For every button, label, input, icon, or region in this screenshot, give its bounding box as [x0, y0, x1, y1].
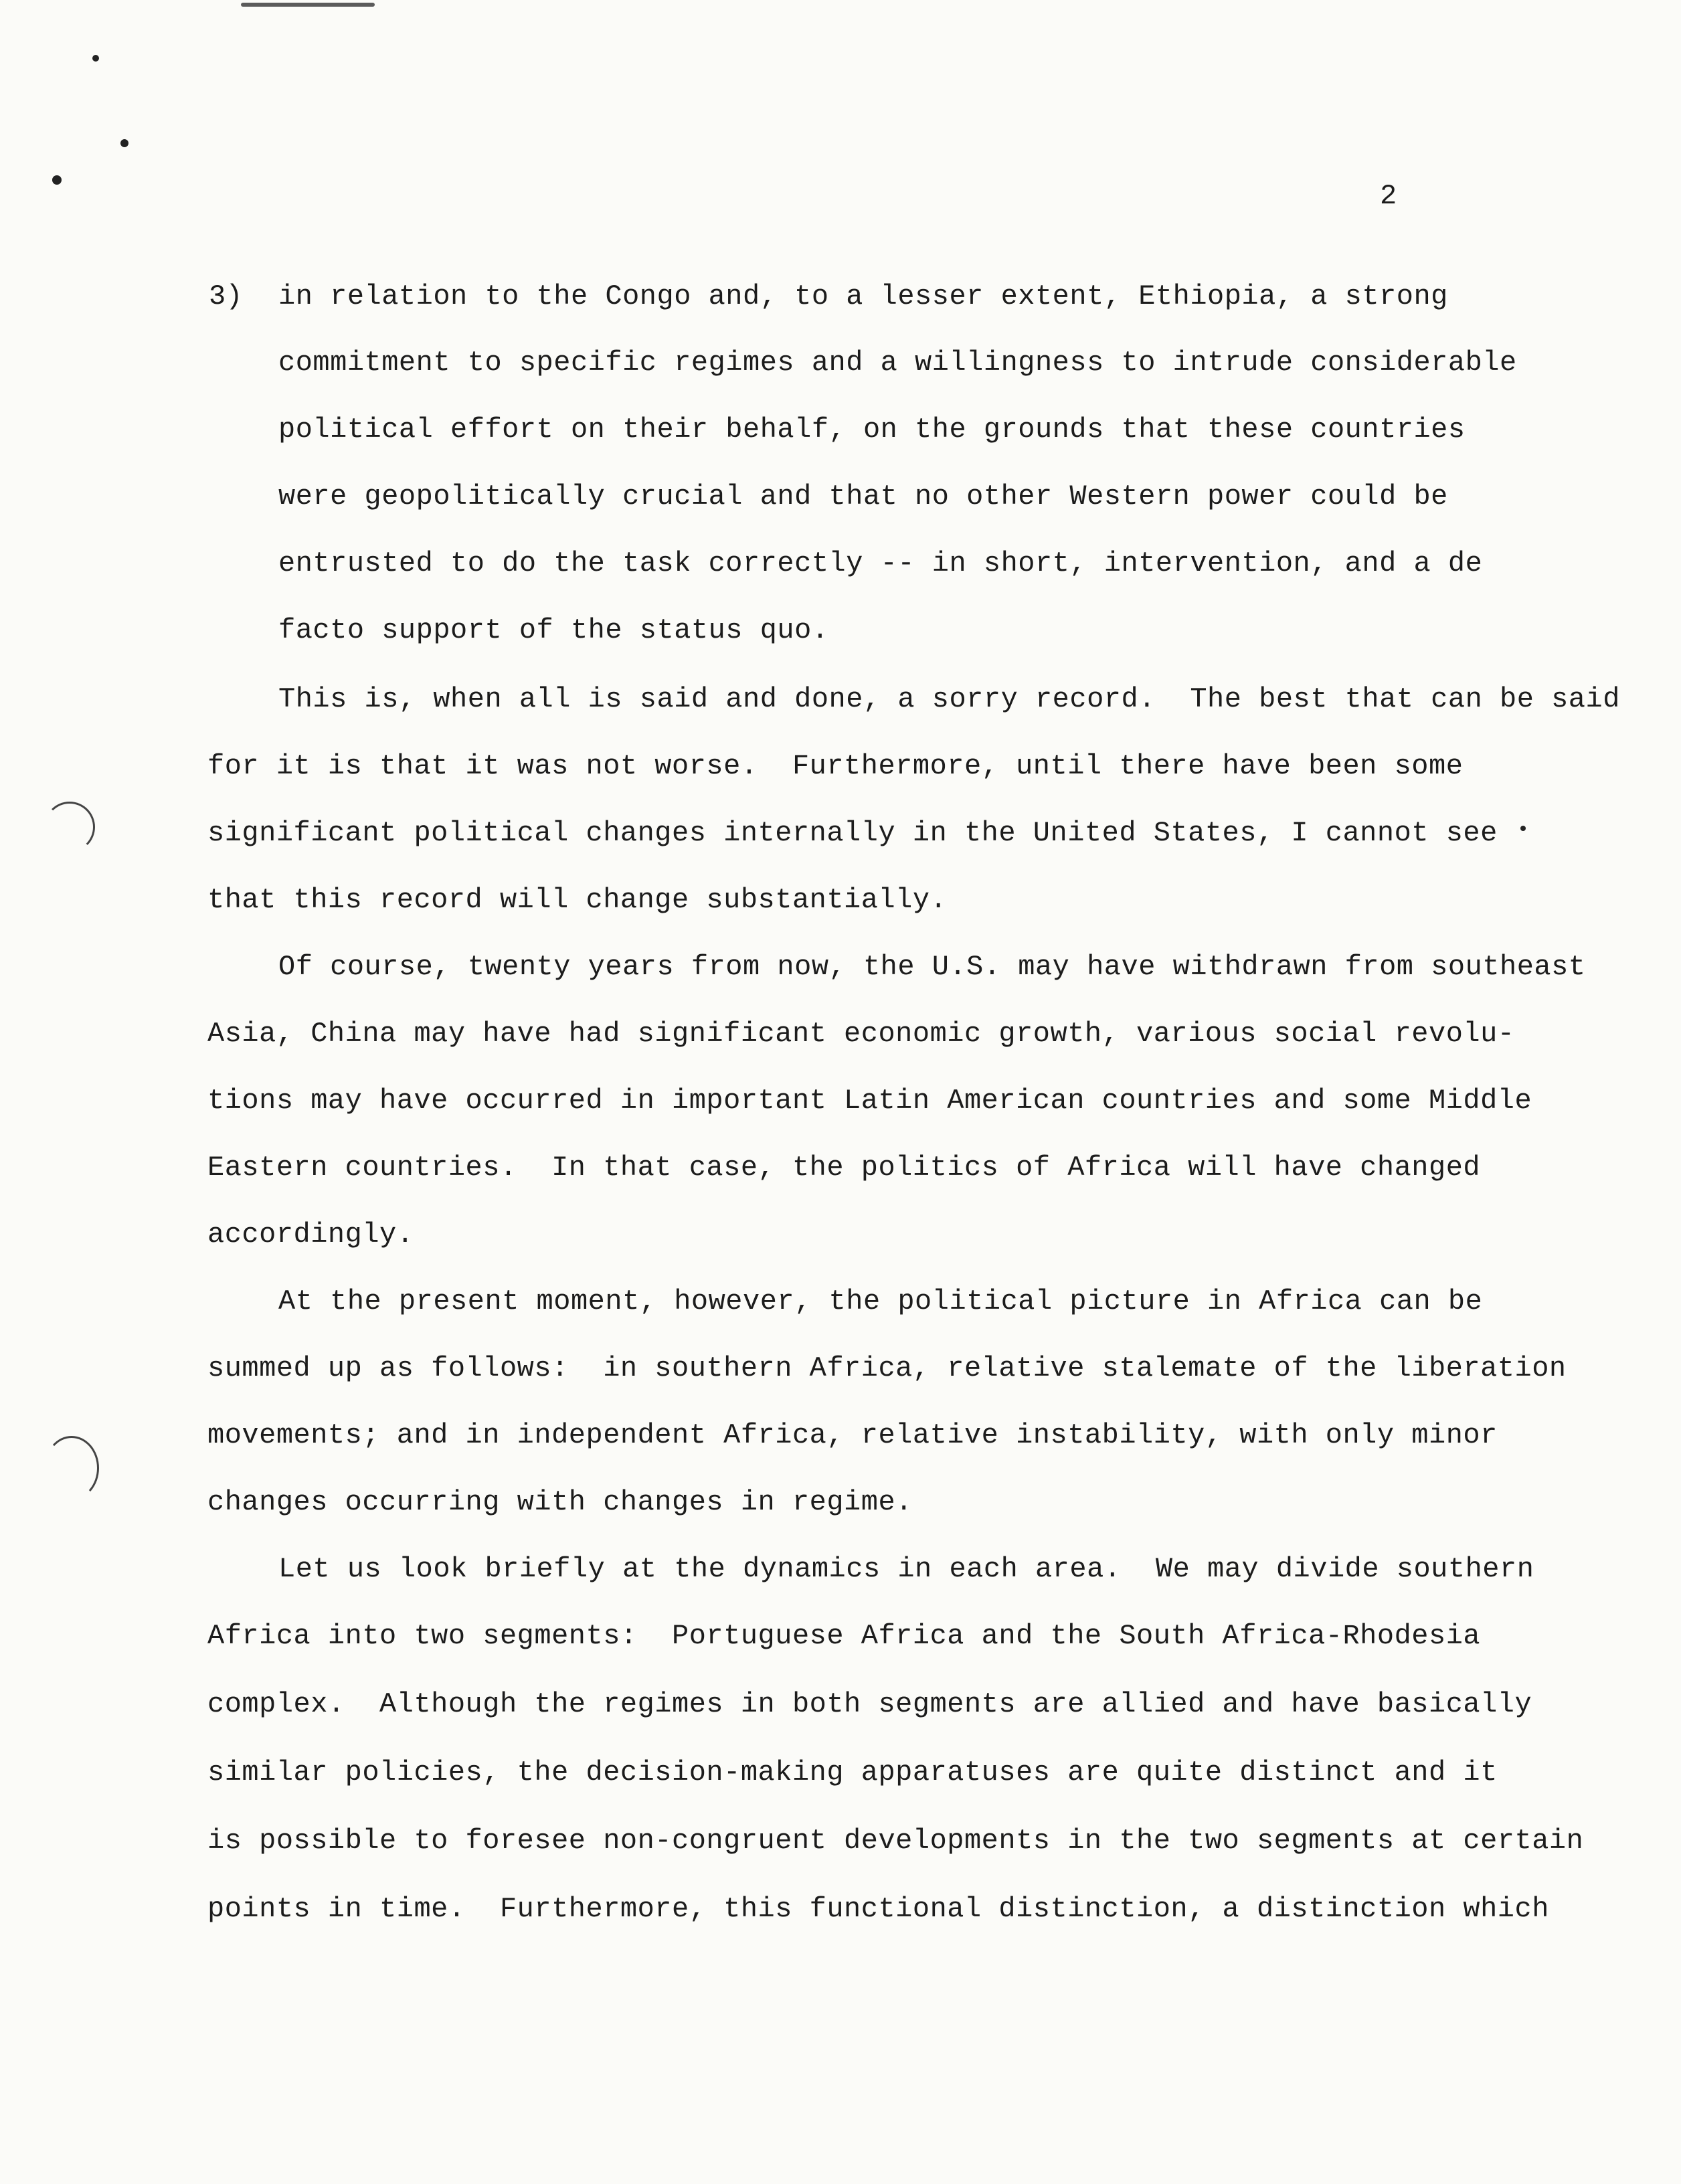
scan-speck: [120, 139, 128, 147]
text-line: significant political changes internally in the United States, I cannot see: [207, 817, 1498, 849]
scan-speck: [92, 55, 99, 62]
text-line: summed up as follows: in southern Africa, relative stalemate of the liberation: [207, 1352, 1567, 1384]
page-number: 2: [1380, 180, 1397, 212]
scan-speck: [1520, 826, 1526, 831]
text-line: political effort on their behalf, on the grounds that these countries: [278, 414, 1466, 446]
text-line: This is, when all is said and done, a sorry record. The best that can be said: [278, 683, 1620, 715]
scan-speck: [52, 175, 62, 185]
text-line: similar policies, the decision-making apparatuses are quite distinct and it: [207, 1756, 1498, 1789]
text-line: in relation to the Congo and, to a lesser extent, Ethiopia, a strong: [278, 280, 1448, 312]
text-line: Africa into two segments: Portuguese Africa and the South Africa-Rhodesia: [207, 1620, 1481, 1652]
scan-arc: [44, 1436, 99, 1500]
text-line: for it is that it was not worse. Furthermore, until there have been some: [207, 750, 1464, 782]
text-line: tions may have occurred in important Latin American countries and some Middle: [207, 1085, 1532, 1117]
text-line: accordingly.: [207, 1218, 414, 1251]
text-line: points in time. Furthermore, this functional distinction, a distinction which: [207, 1893, 1549, 1925]
text-line: Eastern countries. In that case, the politics of Africa will have changed: [207, 1152, 1481, 1184]
text-line: Let us look briefly at the dynamics in each area. We may divide southern: [278, 1553, 1534, 1585]
text-line: entrusted to do the task correctly -- in short, intervention, and a de: [278, 547, 1483, 579]
text-line: commitment to specific regimes and a willingness to intrude considerable: [278, 347, 1517, 379]
text-line: Of course, twenty years from now, the U.S. may have withdrawn from southeast: [278, 951, 1586, 983]
text-line: changes occurring with changes in regime.: [207, 1486, 913, 1518]
text-line: movements; and in independent Africa, relative instability, with only minor: [207, 1419, 1498, 1451]
text-line: facto support of the status quo.: [278, 614, 829, 646]
text-line: that this record will change substantially.: [207, 884, 948, 916]
text-line: Asia, China may have had significant economic growth, various social revolu-: [207, 1018, 1515, 1050]
text-line: were geopolitically crucial and that no other Western power could be: [278, 480, 1448, 513]
text-line: is possible to foresee non-congruent developments in the two segments at certain: [207, 1825, 1584, 1857]
scan-arc: [44, 802, 95, 852]
scan-smudge: [241, 3, 375, 7]
list-item-marker: 3): [209, 280, 243, 312]
text-line: complex. Although the regimes in both segments are allied and have basically: [207, 1688, 1532, 1720]
text-line: At the present moment, however, the political picture in Africa can be: [278, 1285, 1483, 1317]
